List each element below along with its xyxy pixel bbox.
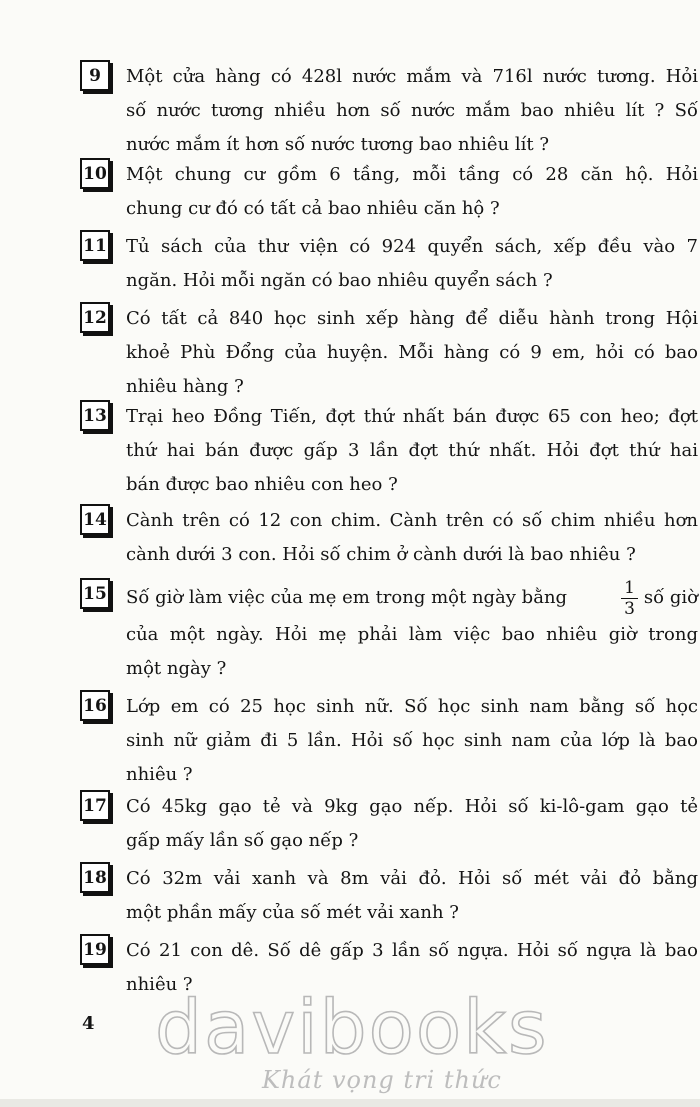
- watermark-brand: davibooks: [155, 985, 549, 1071]
- problem-number-box: 15: [80, 578, 110, 609]
- text-line: Có 32m vải xanh và 8m vải đỏ. Hỏi số mét vải đỏ bằng: [126, 868, 698, 889]
- text-line: sinh nữ giảm đi 5 lần. Hỏi số học sinh nam của lớp là bao: [126, 730, 698, 751]
- problem-text: [126, 578, 698, 686]
- page-number: 4: [82, 1013, 95, 1034]
- text-line: thứ hai bán được gấp 3 lần đợt thứ nhất. Hỏi đợt thứ hai: [126, 440, 698, 461]
- problem-text: [126, 862, 698, 930]
- text-line: khoẻ Phù Đổng của huyện. Mỗi hàng có 9 em, hỏi có bao: [126, 342, 698, 363]
- problem-number-box: 9: [80, 60, 110, 91]
- problem-number-box: 16: [80, 690, 110, 721]
- problem-18: [80, 862, 698, 930]
- text-line: của một ngày. Hỏi mẹ phải làm việc bao nhiêu giờ trong: [126, 624, 698, 645]
- text-line: số nước tương nhiều hơn số nước mắm bao nhiêu lít ? Số: [126, 100, 698, 121]
- problem-text: [126, 302, 698, 404]
- problem-number-box: 17: [80, 790, 110, 821]
- text-line: nhiêu hàng ?: [126, 376, 244, 397]
- text-line: [126, 578, 698, 618]
- problem-16: [80, 690, 698, 792]
- text-line: ngăn. Hỏi mỗi ngăn có bao nhiêu quyển sách ?: [126, 270, 553, 291]
- problem-number-box: 10: [80, 158, 110, 189]
- text-line: nhiêu ?: [126, 764, 193, 785]
- text-line: cành dưới 3 con. Hỏi số chim ở cành dưới là bao nhiêu ?: [126, 544, 636, 565]
- fraction: [621, 578, 638, 619]
- problem-number-box: 12: [80, 302, 110, 333]
- text-line: Có 45kg gạo tẻ và 9kg gạo nếp. Hỏi số ki-lô-gam gạo tẻ: [126, 796, 698, 817]
- text-line: một phần mấy của số mét vải xanh ?: [126, 902, 459, 923]
- problem-number-box: 18: [80, 862, 110, 893]
- problem-text: [126, 504, 698, 572]
- problem-13: [80, 400, 698, 502]
- text-line: gấp mấy lần số gạo nếp ?: [126, 830, 359, 851]
- fraction-denominator: 3: [624, 598, 635, 619]
- problem-11: [80, 230, 698, 298]
- text-line: nhiêu ?: [126, 974, 193, 995]
- problem-10: [80, 158, 698, 226]
- text-line: chung cư đó có tất cả bao nhiêu căn hộ ?: [126, 198, 500, 219]
- text-line: Có 21 con dê. Số dê gấp 3 lần số ngựa. Hỏi số ngựa là bao: [126, 940, 698, 961]
- problem-text: [126, 690, 698, 792]
- page-edge: [0, 1099, 700, 1107]
- text-line: Lớp em có 25 học sinh nữ. Số học sinh nam bằng số học: [126, 696, 698, 717]
- problem-12: [80, 302, 698, 404]
- text-line-end: số giờ: [643, 587, 698, 608]
- problem-text: [126, 400, 698, 502]
- text-line: Có tất cả 840 học sinh xếp hàng để diễu hành trong Hội: [126, 308, 698, 329]
- text-line: Một cửa hàng có 428l nước mắm và 716l nước tương. Hỏi: [126, 66, 698, 87]
- text-line: bán được bao nhiêu con heo ?: [126, 474, 398, 495]
- problem-number-box: 14: [80, 504, 110, 535]
- text-line-start: Số giờ làm việc của mẹ em trong một ngày bằng: [126, 587, 568, 608]
- problem-17: [80, 790, 698, 858]
- problem-9: [80, 60, 698, 162]
- problem-text: [126, 158, 698, 226]
- text-line: Tủ sách của thư viện có 924 quyển sách, xếp đều vào 7: [126, 236, 698, 257]
- problem-number-box: 19: [80, 934, 110, 965]
- text-line: Một chung cư gồm 6 tầng, mỗi tầng có 28 căn hộ. Hỏi: [126, 164, 698, 185]
- text-line: Trại heo Đồng Tiến, đợt thứ nhất bán được 65 con heo; đợt: [126, 406, 698, 427]
- problem-text: [126, 60, 698, 162]
- text-line: nước mắm ít hơn số nước tương bao nhiêu lít ?: [126, 134, 550, 155]
- watermark-tagline: Khát vọng tri thức: [262, 1066, 502, 1094]
- problem-14: [80, 504, 698, 572]
- problem-number-box: 13: [80, 400, 110, 431]
- problem-15: [80, 578, 698, 686]
- fraction-numerator: 1: [621, 578, 638, 599]
- text-line: một ngày ?: [126, 658, 227, 679]
- problem-text: [126, 230, 698, 298]
- text-line: Cành trên có 12 con chim. Cành trên có số chim nhiều hơn: [126, 510, 698, 531]
- problem-text: [126, 790, 698, 858]
- problem-number-box: 11: [80, 230, 110, 261]
